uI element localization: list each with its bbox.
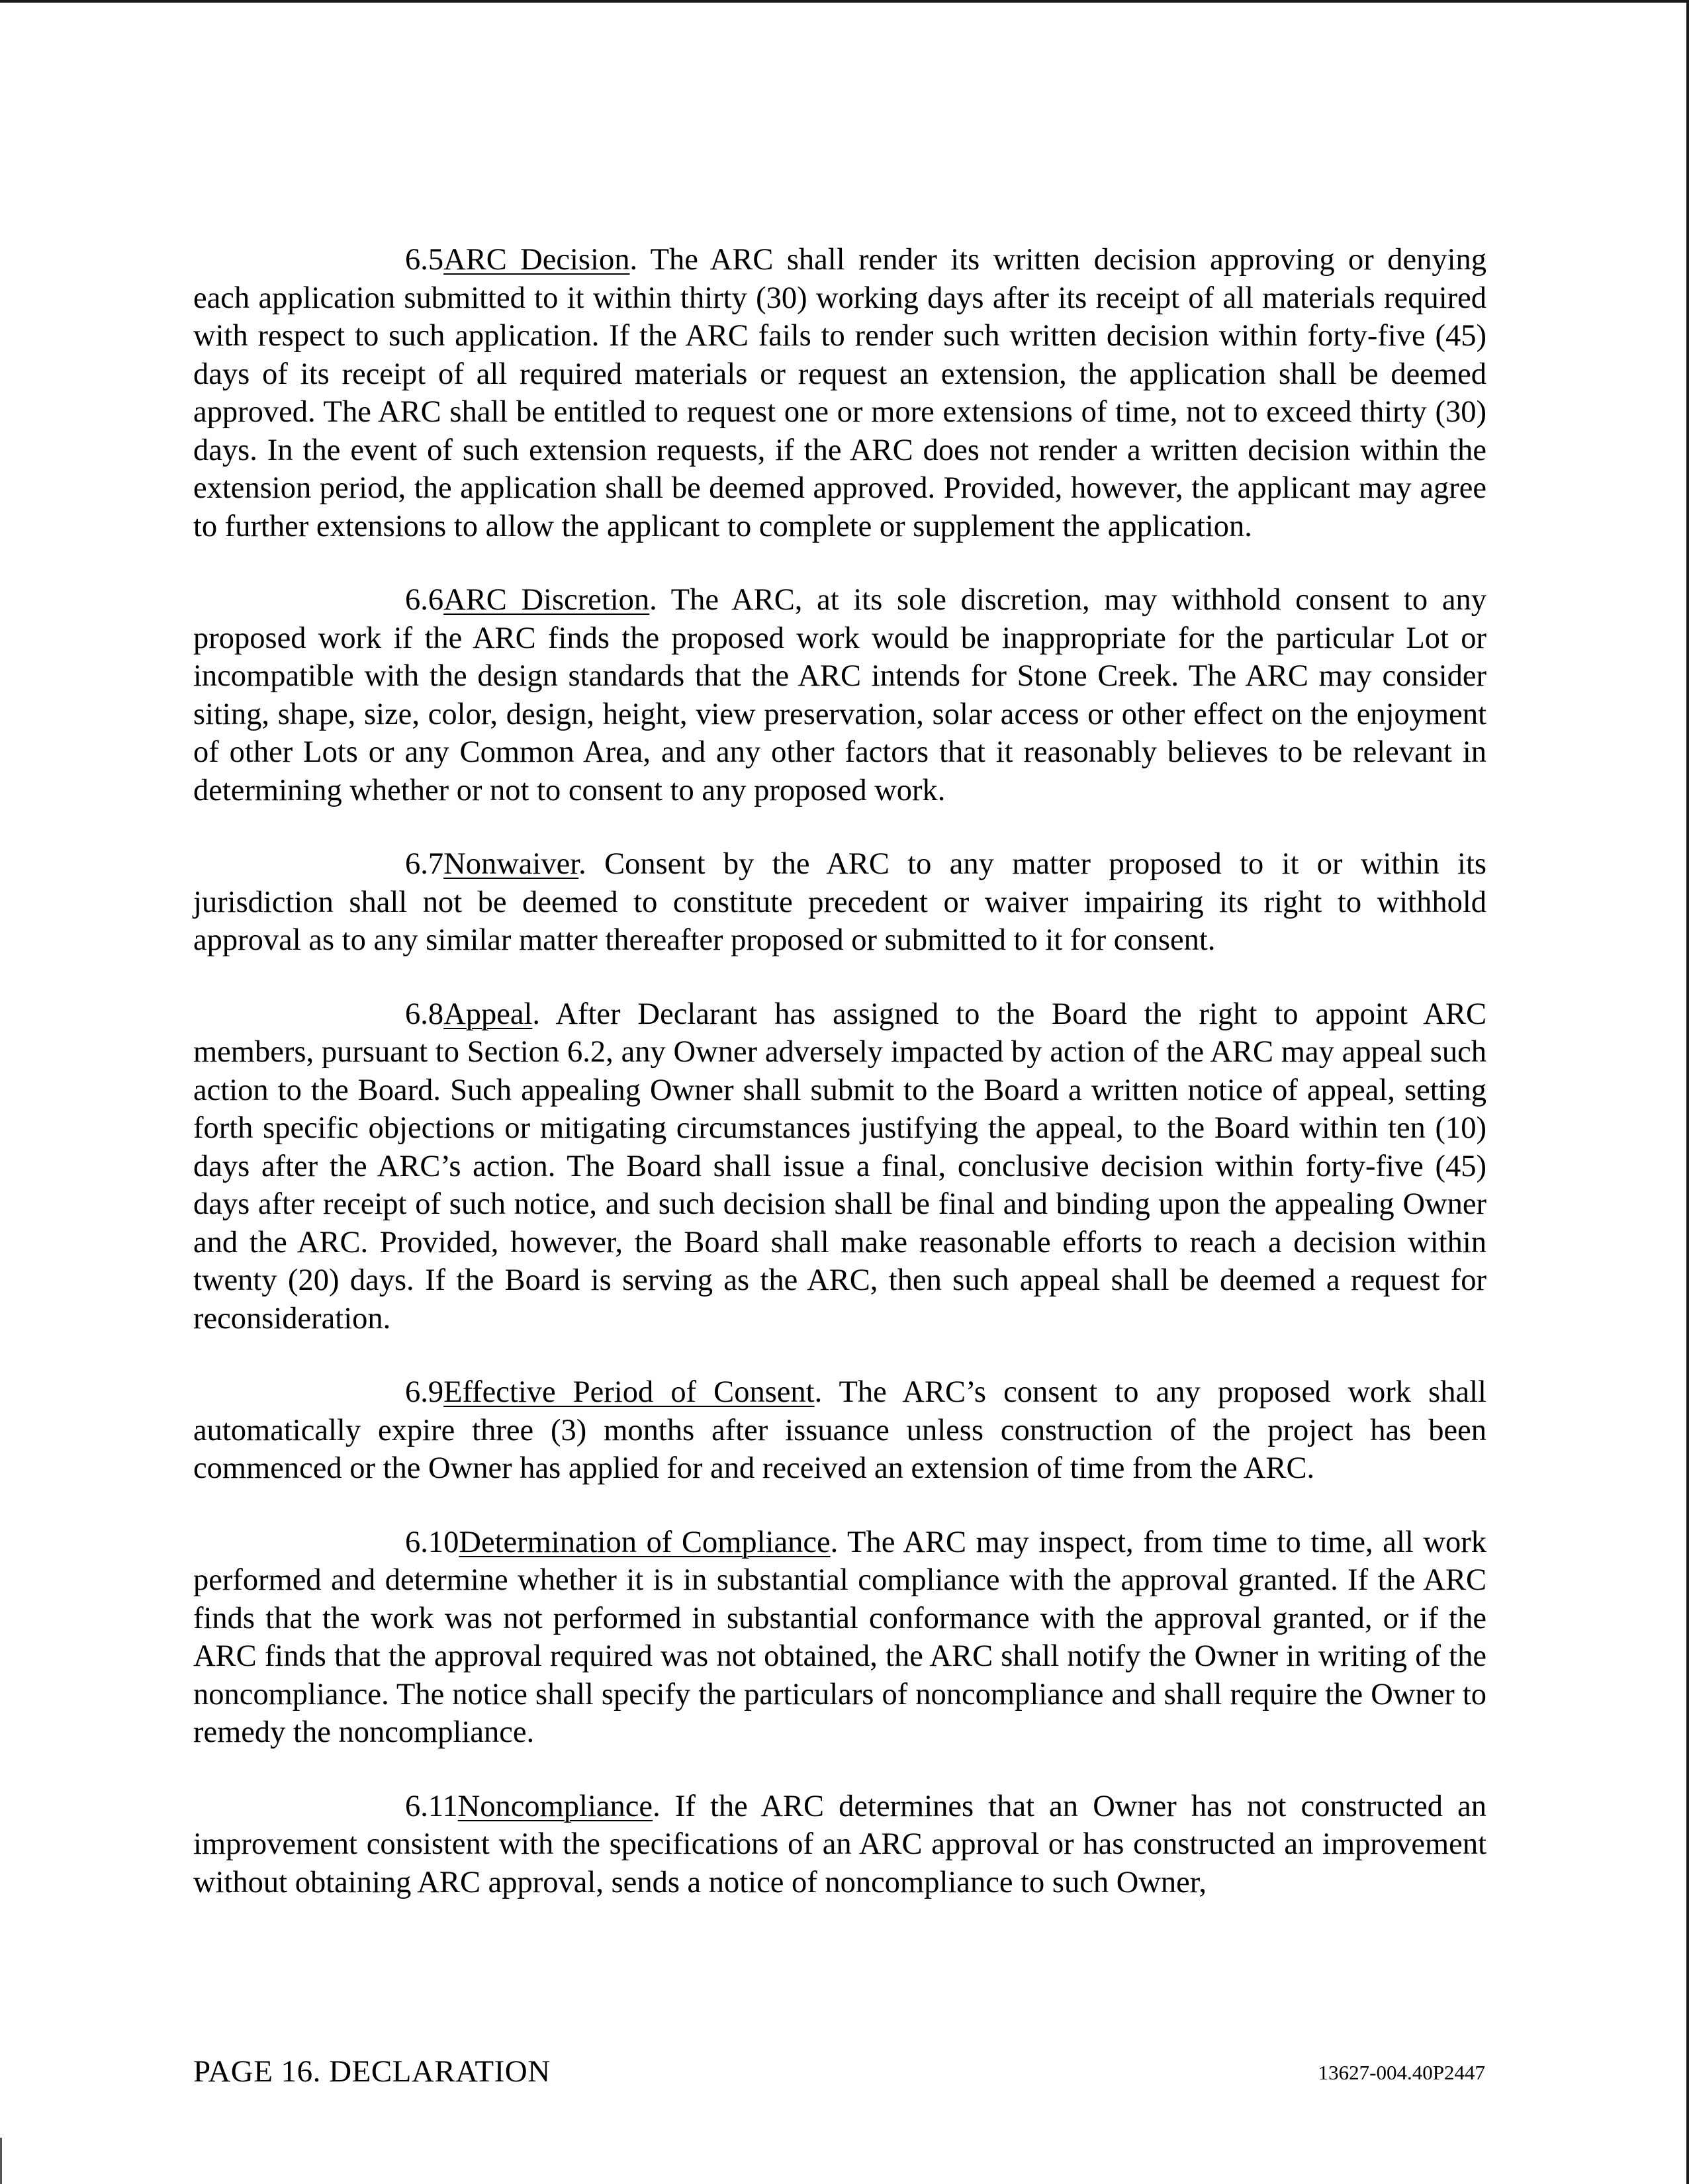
section-text: . The ARC’s consent to any proposed work shall automatically expire three (3) months after issuance unless construction of the project has been commenced or the Owner has applied for and received an extension of time from the ARC. xyxy=(193,1375,1486,1485)
section-text: . The ARC, at its sole discretion, may withhold consent to any proposed work if the ARC finds the proposed work would be inappropriate for the particular Lot or incompatible with the design standards that the ARC intends for Stone Creek. The ARC may consider siting, shape, size, color, design, height, view preservation, solar access or other effect on the enjoyment of other Lots or any Common Area, and any other factors that it reasonably believes to be relevant in determining whether or not to consent to any proposed work. xyxy=(193,583,1486,807)
section-6-5 xyxy=(193,241,1486,545)
section-number: 6.8 xyxy=(405,997,444,1031)
section-number: 6.11 xyxy=(405,1789,458,1823)
section-text: . After Declarant has assigned to the Board the right to appoint ARC members, pursuant to Section 6.2, any Owner adversely impacted by action of the ARC may appeal such action to the Board. Such appealing Owner shall submit to the Board a written notice of appeal, setting forth specific objections or mitigating circumstances justifying the appeal, to the Board within ten (10) days after the ARC’s action. The Board shall issue a final, conclusive decision within forty-five (45) days after receipt of such notice, and such decision shall be final and binding upon the appealing Owner and the ARC. Provided, however, the Board shall make reasonable efforts to reach a decision within twenty (20) days. If the Board is serving as the ARC, then such appeal shall be deemed a request for reconsideration. xyxy=(193,997,1486,1336)
section-number: 6.7 xyxy=(405,847,444,881)
section-6-7 xyxy=(193,845,1486,960)
section-title: Determination of Compliance xyxy=(459,1525,831,1559)
section-title: ARC Decision xyxy=(443,243,630,277)
section-6-11 xyxy=(193,1788,1486,1902)
page-footer-label: PAGE 16. DECLARATION xyxy=(193,2054,551,2089)
section-6-8 xyxy=(193,995,1486,1338)
section-text: . If the ARC determines that an Owner has not constructed an improvement consistent with the specifications of an ARC approval or has constructed an improvement without obtaining ARC approval, sends a notice of noncompliance to such Owner, xyxy=(193,1789,1486,1899)
section-title: Appeal xyxy=(443,997,533,1031)
section-title: ARC Discretion xyxy=(443,583,650,617)
document-number: 13627-004.40P2447 xyxy=(1318,2061,1485,2084)
section-title: Nonwaiver xyxy=(443,847,579,881)
section-number: 6.9 xyxy=(405,1375,444,1409)
section-text: . The ARC shall render its written decision approving or denying each application submitted to it within thirty (30) working days after its receipt of all materials required with respect to such application. If the ARC fails to render such written decision within forty-five (45) days of its receipt of all required materials or request an extension, the application shall be deemed approved. The ARC shall be entitled to request one or more extensions of time, not to exceed thirty (30) days. In the event of such extension requests, if the ARC does not render a written decision within the extension period, the application shall be deemed approved. Provided, however, the applicant may agree to further extensions to allow the applicant to complete or supplement the application. xyxy=(193,243,1487,543)
section-number: 6.6 xyxy=(405,583,444,617)
section-6-10 xyxy=(193,1524,1486,1752)
section-6-9 xyxy=(193,1373,1486,1488)
section-text: . Consent by the ARC to any matter proposed to it or within its jurisdiction shall not be deemed to constitute precedent or waiver impairing its right to withhold approval as to any similar matter thereafter proposed or submitted to it for consent. xyxy=(193,847,1486,957)
document-body xyxy=(193,241,1486,1901)
section-text: . The ARC may inspect, from time to time, all work performed and determine whether it is in substantial compliance with the approval granted. If the ARC finds that the work was not performed in substantial conformance with the approval granted, or if the ARC finds that the approval required was not obtained, the ARC shall notify the Owner in writing of the noncompliance. The notice shall specify the particulars of noncompliance and shall require the Owner to remedy the noncompliance. xyxy=(193,1525,1486,1749)
scan-edge-top xyxy=(0,0,1689,3)
section-number: 6.10 xyxy=(405,1525,459,1559)
section-title: Effective Period of Consent xyxy=(443,1375,815,1409)
scan-edge-left xyxy=(0,2138,2,2184)
section-number: 6.5 xyxy=(405,243,444,277)
scan-edge-right xyxy=(1686,0,1689,2184)
section-title: Noncompliance xyxy=(457,1789,653,1823)
section-6-6 xyxy=(193,581,1486,809)
